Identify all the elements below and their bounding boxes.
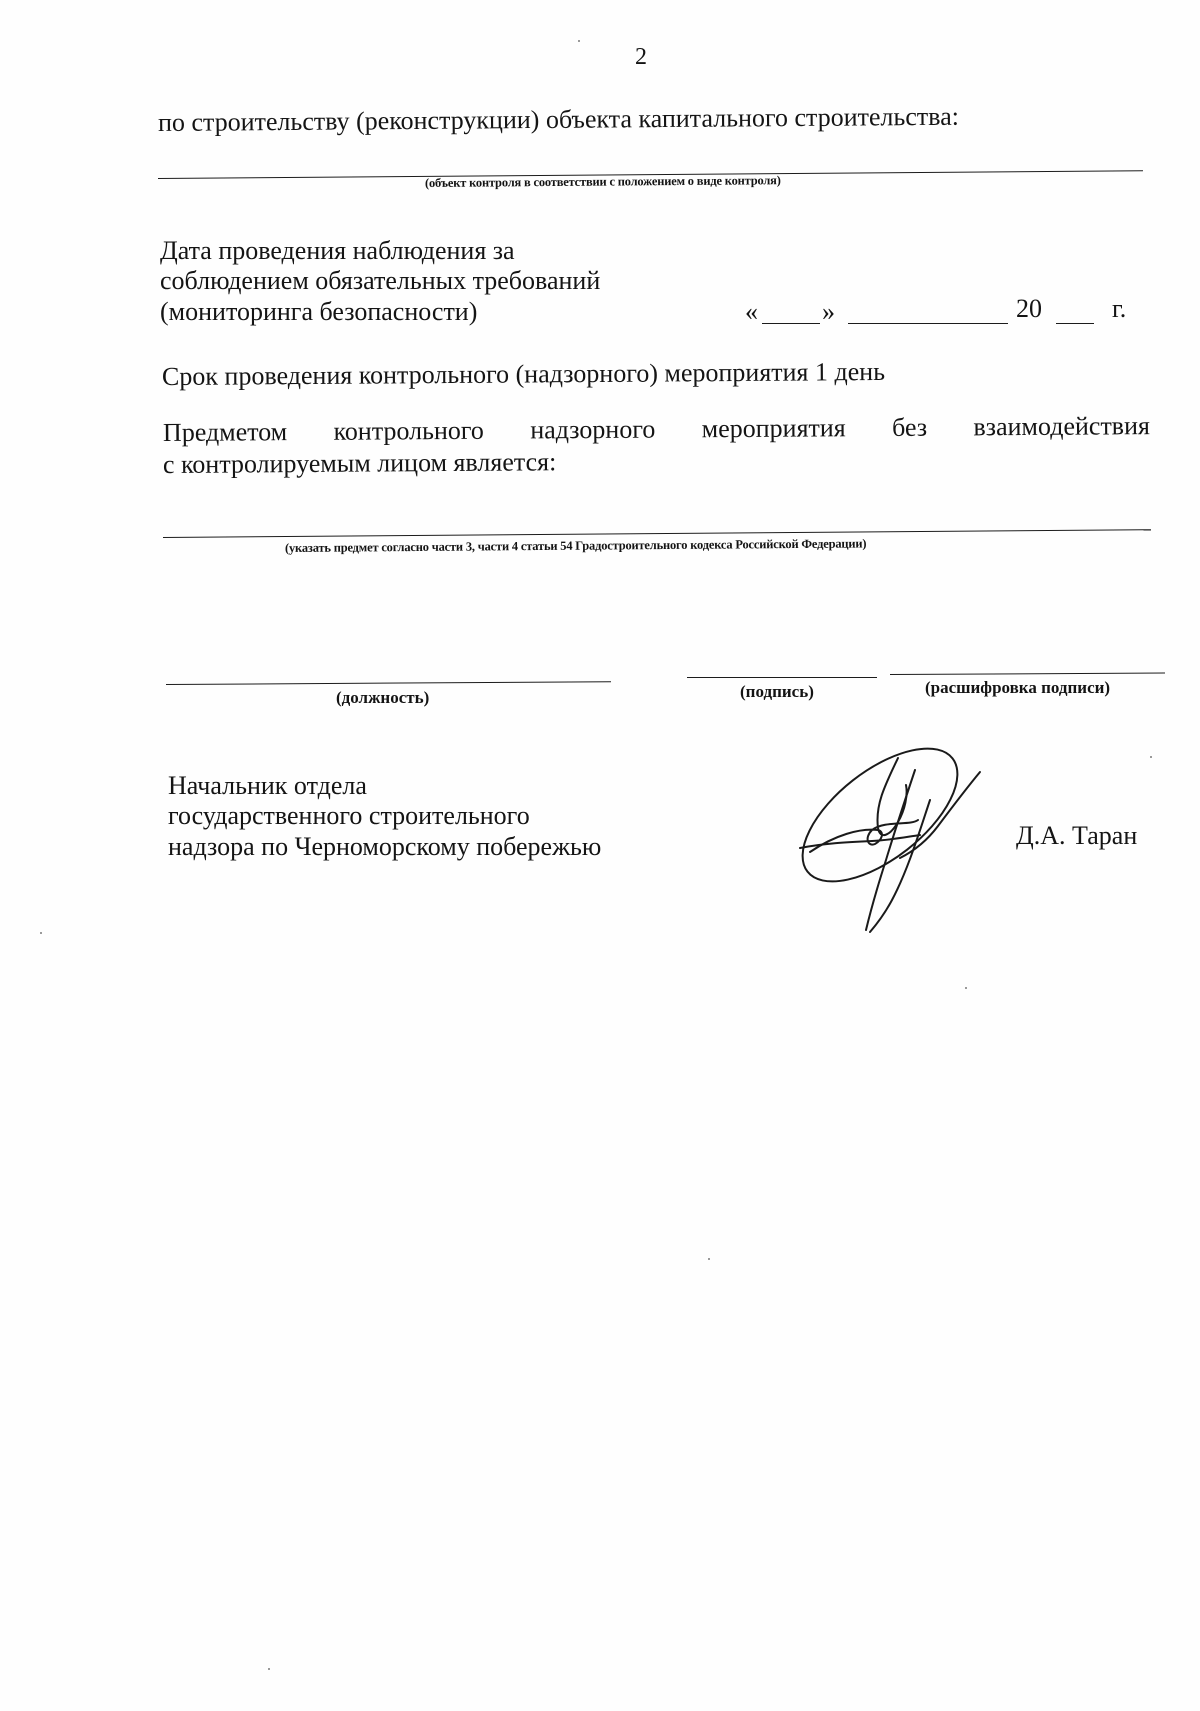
signer-name: Д.А. Таран	[1016, 821, 1138, 850]
subject-word-1: Предметом	[162, 417, 288, 447]
date-year-prefix: 20	[1016, 294, 1042, 323]
duration-text: Срок проведения контрольного (надзорного) мероприятия 1 день	[161, 356, 886, 391]
subject-word-6: взаимодействия	[973, 411, 1151, 442]
scan-speck	[268, 1668, 270, 1670]
subject-caption: (указать предмет согласно части 3, части 4 статьи 54 Градостроительного кодекса Российской Федерации)	[284, 536, 867, 555]
scan-speck	[40, 932, 42, 934]
subject-word-3: надзорного	[530, 414, 656, 445]
scan-speck	[578, 40, 580, 42]
position-caption: (должность)	[336, 688, 430, 707]
signature-caption: (подпись)	[740, 682, 814, 701]
date-label-line-1: Дата проведения наблюдения за	[160, 236, 515, 265]
subject-line-1	[163, 411, 1150, 448]
decoding-blank-line	[890, 673, 1165, 675]
scan-speck	[708, 1258, 710, 1260]
date-label-line-3: (мониторинга безопасности)	[160, 297, 478, 326]
date-year-suffix: г.	[1112, 294, 1127, 323]
position-blank-line	[166, 681, 611, 685]
signer-title-line-2: государственного строительного	[168, 801, 530, 830]
date-open-quote: «	[745, 297, 758, 326]
handwritten-signature	[780, 740, 1010, 940]
subject-word-5: без	[891, 412, 928, 442]
decoding-caption: (расшифровка подписи)	[925, 678, 1111, 697]
object-heading: по строительству (реконструкции) объекта капитального строительства:	[157, 101, 960, 137]
page-number: 2	[635, 44, 647, 70]
date-year-blank	[1056, 323, 1094, 324]
signature-blank-line	[687, 677, 877, 678]
subject-line-2: с контролируемым лицом является:	[162, 447, 557, 479]
date-label-line-2: соблюдением обязательных требований	[160, 266, 601, 295]
subject-blank-line	[163, 529, 1151, 538]
subject-word-4: мероприятия	[701, 413, 846, 444]
subject-word-2: контрольного	[333, 415, 484, 446]
scan-speck	[1150, 756, 1152, 758]
date-month-blank	[848, 323, 1008, 324]
signer-title-line-3: надзора по Черноморскому побережью	[168, 832, 602, 861]
scan-speck	[965, 987, 967, 989]
object-caption: (объект контроля в соответствии с положением о виде контроля)	[424, 173, 781, 190]
signer-title-line-1: Начальник отдела	[168, 771, 367, 800]
date-day-blank	[762, 323, 820, 324]
date-close-quote: »	[822, 297, 835, 326]
